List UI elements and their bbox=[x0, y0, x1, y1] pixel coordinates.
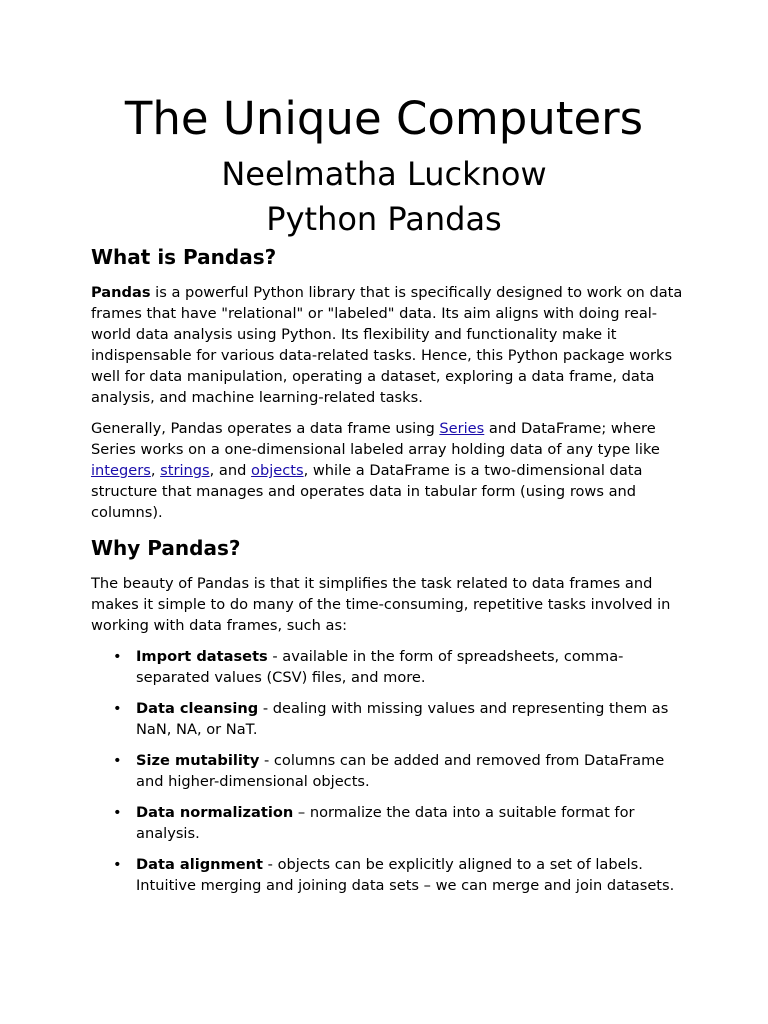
list-item-desc: - available in the form of spreadsheets, comma-separated values (CSV) files, and more. bbox=[136, 648, 624, 686]
list-item-desc: – normalize the data into a suitable format for analysis. bbox=[136, 804, 635, 842]
link-objects[interactable]: objects bbox=[251, 462, 304, 479]
list-item bbox=[91, 802, 691, 844]
list-item bbox=[91, 854, 691, 896]
list-item-term: Size mutability bbox=[136, 752, 260, 769]
list-item-term: Import datasets bbox=[136, 648, 268, 665]
p2-text-d: , and bbox=[209, 462, 252, 479]
document-body bbox=[91, 243, 691, 906]
link-series[interactable]: Series bbox=[439, 420, 485, 437]
list-item-desc: - columns can be added and removed from DataFrame and higher-dimensional objects. bbox=[136, 752, 665, 790]
list-item-desc: - dealing with missing values and representing them as NaN, NA, or NaT. bbox=[136, 700, 669, 738]
p2-text-a: Generally, Pandas operates a data frame using bbox=[91, 420, 440, 437]
p2-text-b: and DataFrame; where Series works on a one-dimensional labeled array holding data of any type like bbox=[91, 420, 660, 458]
document-title: The Unique Computers bbox=[124, 92, 644, 145]
list-item bbox=[91, 750, 691, 792]
heading-why-pandas: Why Pandas? bbox=[91, 536, 241, 560]
list-item-term: Data alignment bbox=[136, 856, 264, 873]
bullet-icon: • bbox=[113, 752, 122, 769]
paragraph-pandas-intro-text: is a powerful Python library that is specifically designed to work on data frames that have "relational" or "labeled" data. Its aim aligns with doing real-world data analysis using Python. Its flexibility and functionality make it indispensable for various data-related tasks. Hence, this Python package works well for data manipulation, operating a dataset, exploring a data frame, data analysis, and machine learning-related tasks. bbox=[91, 284, 683, 406]
bullet-icon: • bbox=[113, 648, 122, 665]
document-subtitle-topic: Python Pandas bbox=[266, 200, 502, 238]
document-subtitle-location: Neelmatha Lucknow bbox=[221, 155, 547, 193]
list-item-desc: - objects can be explicitly aligned to a set of labels. Intuitive merging and joining data sets – we can merge and join datasets. bbox=[136, 856, 675, 894]
p2-text-c: , bbox=[150, 462, 161, 479]
list-item bbox=[91, 698, 691, 740]
list-item-term: Data cleansing bbox=[136, 700, 259, 717]
paragraph-pandas-intro bbox=[91, 282, 691, 408]
link-integers[interactable]: integers bbox=[91, 462, 151, 479]
p2-text-e: , while a DataFrame is a two-dimensional data structure that manages and operates data in tabular form (using rows and columns). bbox=[91, 462, 643, 521]
bullet-icon: • bbox=[113, 700, 122, 717]
list-item-term: Data normalization bbox=[136, 804, 294, 821]
paragraph-series-dataframe bbox=[91, 418, 691, 523]
bullet-icon: • bbox=[113, 856, 122, 873]
bullet-icon: • bbox=[113, 804, 122, 821]
list-item bbox=[91, 646, 691, 688]
paragraph-why-intro: The beauty of Pandas is that it simplifies the task related to data frames and makes it simple to do many of the time-consuming, repetitive tasks involved in working with data frames, such as: bbox=[91, 575, 671, 634]
term-pandas: Pandas bbox=[91, 284, 151, 301]
link-strings[interactable]: strings bbox=[160, 462, 210, 479]
feature-list bbox=[91, 646, 691, 896]
heading-what-is-pandas: What is Pandas? bbox=[91, 245, 277, 269]
